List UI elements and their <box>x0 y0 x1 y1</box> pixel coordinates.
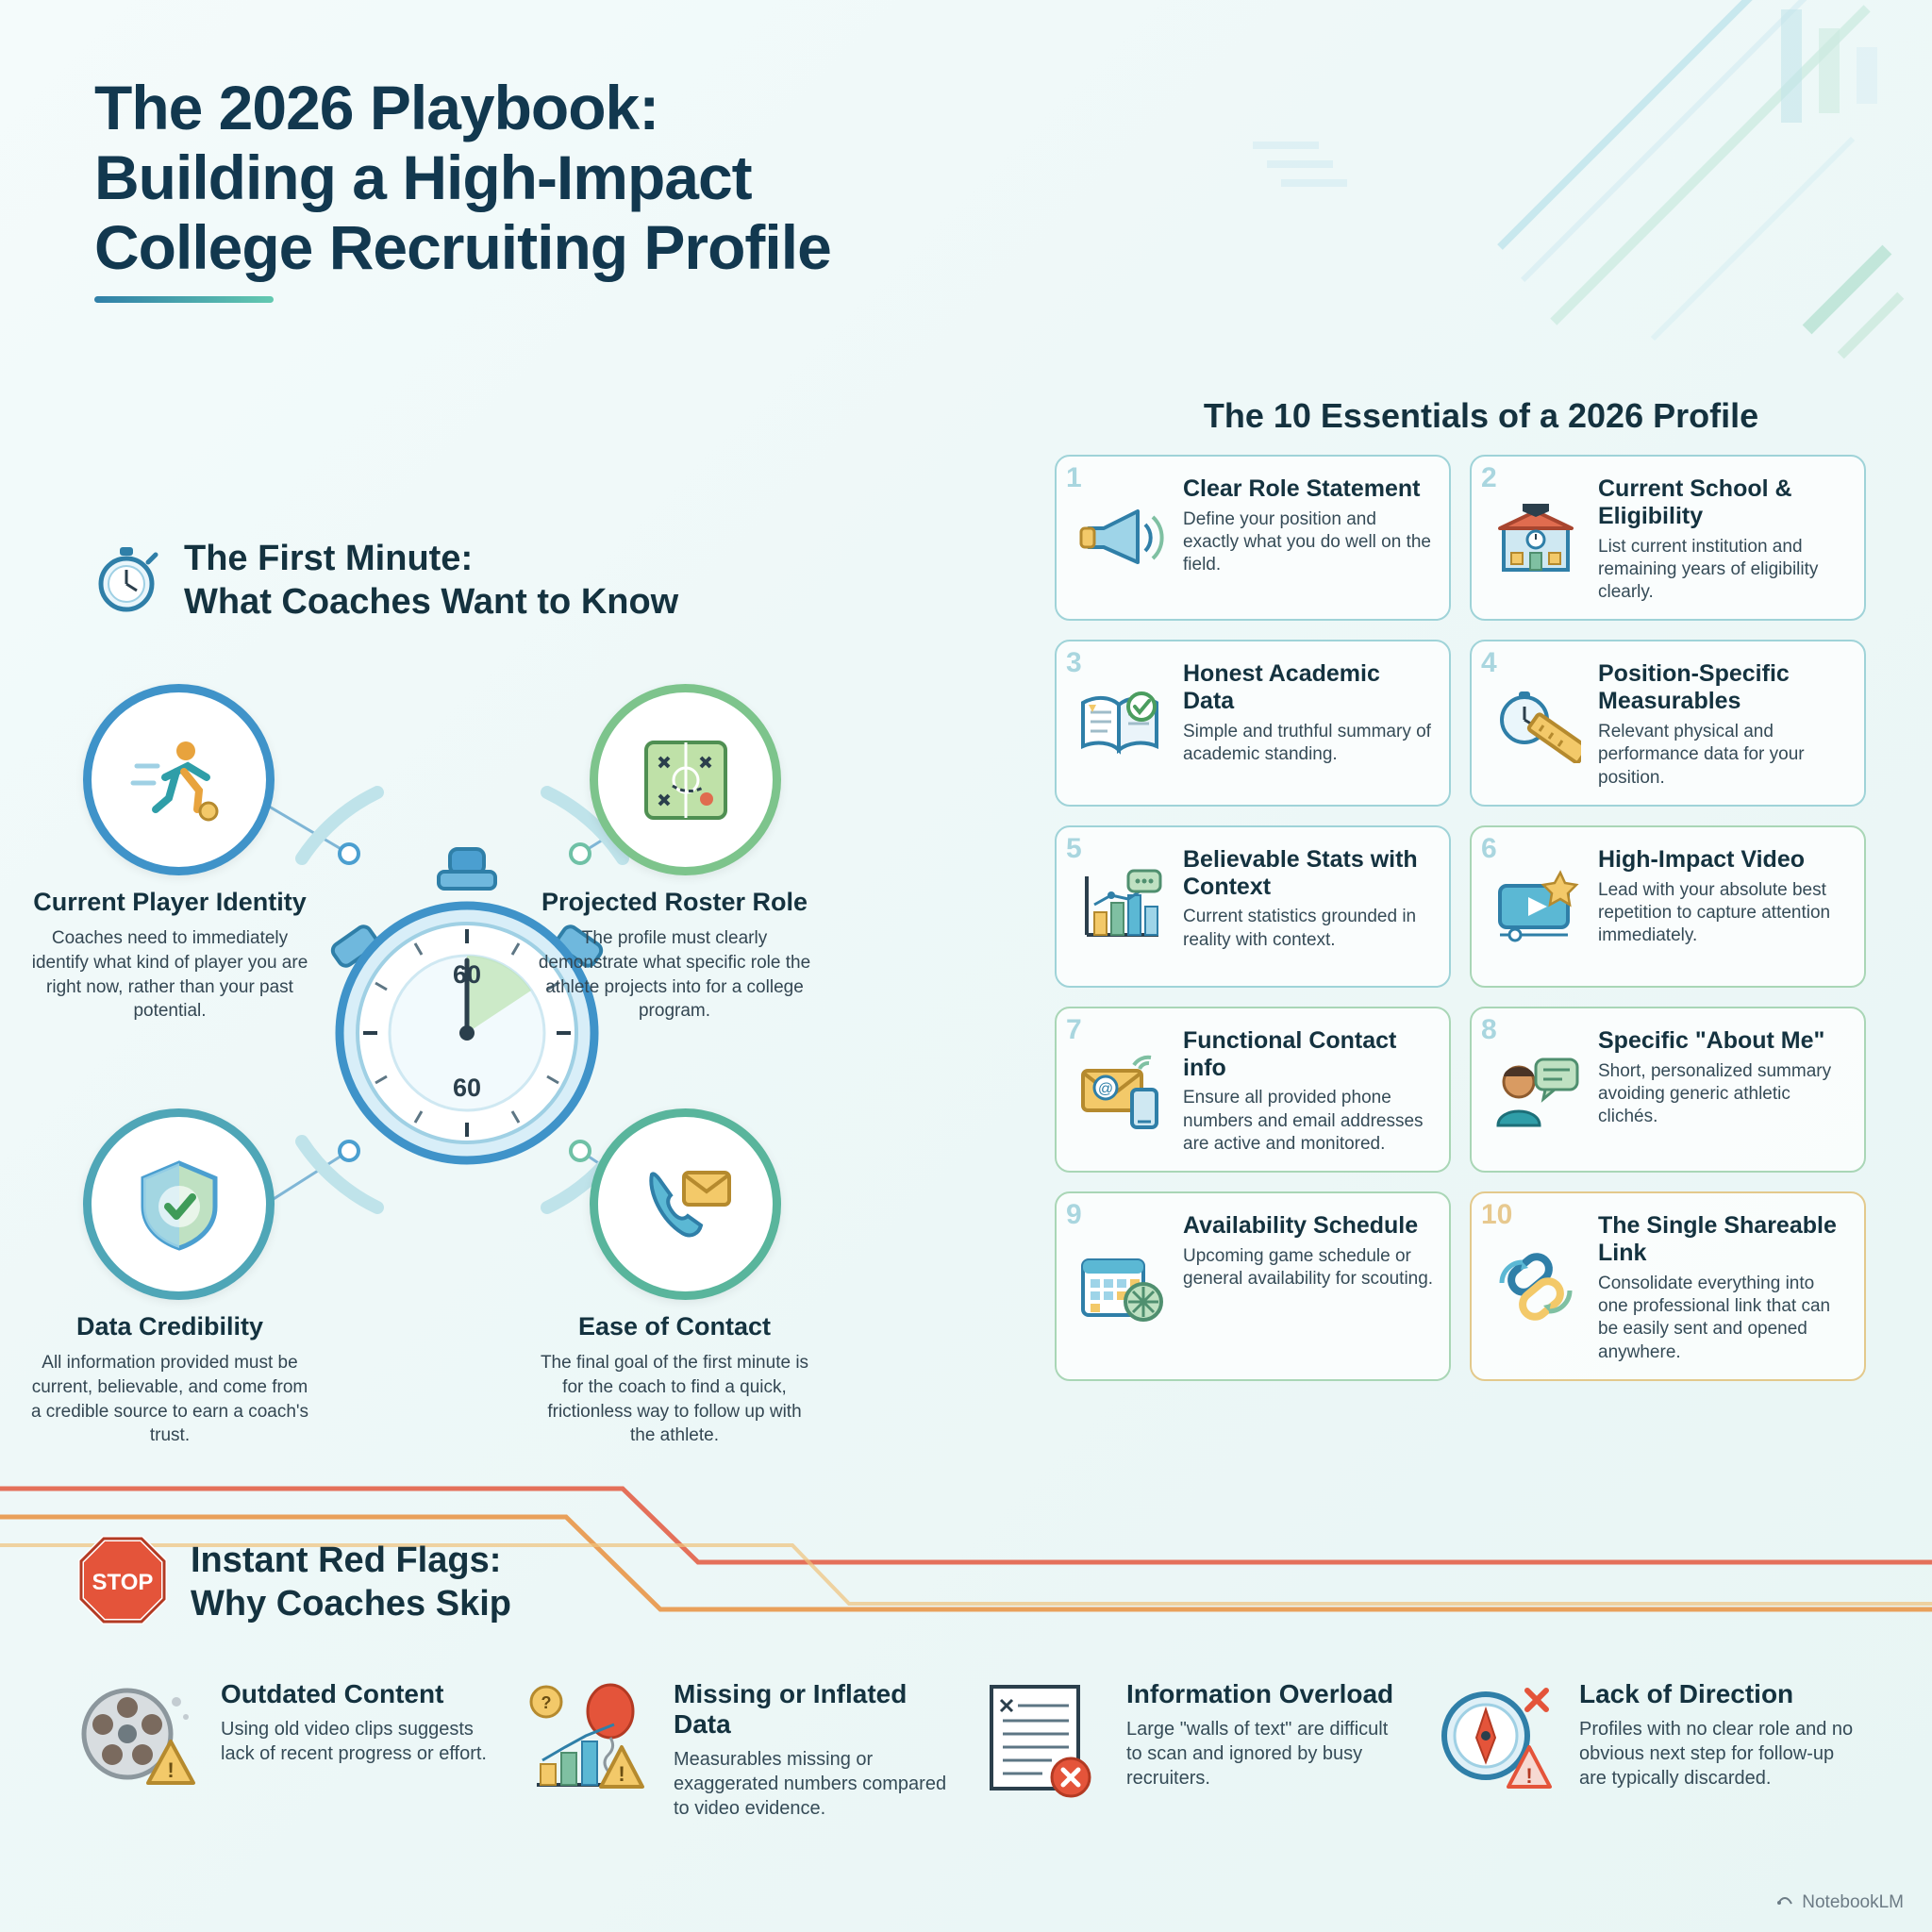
red-flag-outdated-content <box>66 1679 519 1821</box>
card-text: Short, personalized summary avoiding generic athletic clichés. <box>1598 1060 1832 1127</box>
essential-card-1 <box>1055 455 1451 621</box>
card-title: Position-Specific Measurables <box>1598 660 1790 715</box>
document-x-icon <box>972 1679 1113 1821</box>
video-play-star-icon <box>1485 842 1587 971</box>
node-icon-ease-of-contact <box>590 1108 781 1300</box>
stop-sign-icon <box>75 1533 170 1632</box>
node-icon-projected-roster-role <box>590 684 781 875</box>
card-title: Current School & Eligibility <box>1598 475 1792 529</box>
essential-card-6 <box>1470 825 1866 988</box>
card-title: Honest Academic Data <box>1183 660 1380 715</box>
school-icon <box>1485 472 1587 604</box>
megaphone-icon <box>1070 472 1172 604</box>
card-title: Functional Contact info <box>1183 1026 1397 1081</box>
card-title: Availability Schedule <box>1183 1212 1419 1240</box>
card-text: Define your position and exactly what you do well on the field. <box>1183 508 1431 575</box>
page-title <box>94 74 1189 303</box>
red-flag-information-overload <box>972 1679 1424 1821</box>
node-text: The final goal of the first minute is for the coach to find a quick, frictionless way to follow up with the athlete. <box>540 1353 809 1446</box>
notebooklm-logo-icon <box>1775 1890 1794 1915</box>
red-flags-heading-line-1: Instant Red Flags: <box>191 1540 502 1580</box>
svg-text:60: 60 <box>452 960 482 989</box>
essential-card-5 <box>1055 825 1451 988</box>
svg-text:!: ! <box>167 1758 175 1782</box>
red-flag-lack-of-direction <box>1424 1679 1877 1821</box>
svg-text:!: ! <box>1525 1764 1533 1788</box>
card-text: Simple and truthful summary of academic standing. <box>1183 721 1431 765</box>
card-number: 7 <box>1066 1013 1082 1045</box>
email-phone-icon <box>1070 1024 1172 1156</box>
card-number: 8 <box>1481 1013 1497 1045</box>
title-line-1: The 2026 Playbook: <box>94 73 659 142</box>
flag-title: Lack of Direction <box>1579 1679 1794 1708</box>
flag-title: Outdated Content <box>221 1679 444 1708</box>
essential-card-9 <box>1055 1191 1451 1381</box>
red-flags-grid <box>66 1679 1877 1821</box>
card-title: Clear Role Statement <box>1183 475 1421 502</box>
essential-card-10 <box>1470 1191 1866 1381</box>
node-title: Ease of Contact <box>577 1312 772 1341</box>
card-text: Current statistics grounded in reality with context. <box>1183 907 1417 950</box>
flag-title: Information Overload <box>1126 1679 1394 1708</box>
card-text: Ensure all provided phone numbers and email addresses are active and monitored. <box>1183 1088 1424 1154</box>
flag-text: Measurables missing or exaggerated numbers compared to video evidence. <box>674 1749 947 1820</box>
title-underline <box>94 296 274 303</box>
node-icon-current-player-identity <box>83 684 275 875</box>
card-number: 5 <box>1066 832 1082 864</box>
card-title: Specific "About Me" <box>1598 1026 1825 1054</box>
open-book-check-icon <box>1070 657 1172 789</box>
essential-card-2 <box>1470 455 1866 621</box>
svg-text:@: @ <box>1097 1081 1114 1098</box>
first-minute-heading <box>90 538 678 624</box>
bar-chart-icon <box>1070 842 1172 971</box>
card-number: 2 <box>1481 462 1497 493</box>
first-minute-diagram <box>30 660 858 1472</box>
title-line-2: Building a High-Impact <box>94 142 752 212</box>
red-flags-heading-line-2: Why Coaches Skip <box>191 1583 511 1624</box>
card-number: 1 <box>1066 462 1082 493</box>
calendar-whistle-icon <box>1070 1208 1172 1364</box>
balloon-chart-warning-icon <box>519 1679 660 1821</box>
first-minute-heading-line-2: What Coaches Want to Know <box>184 581 679 622</box>
node-title: Current Player Identity <box>33 888 307 916</box>
card-number: 9 <box>1066 1199 1082 1231</box>
card-number: 3 <box>1066 647 1082 679</box>
chain-link-icon <box>1485 1208 1587 1364</box>
card-title: High-Impact Video <box>1598 845 1806 873</box>
essentials-grid <box>1055 455 1866 1381</box>
card-number: 4 <box>1481 647 1497 679</box>
card-title: Believable Stats with Context <box>1183 845 1418 900</box>
compass-warning-icon <box>1424 1679 1566 1821</box>
card-text: List current institution and remaining years of eligibility clearly. <box>1598 536 1819 603</box>
card-title: The Single Shareable Link <box>1598 1212 1837 1267</box>
card-number: 10 <box>1481 1199 1513 1231</box>
card-text: Relevant physical and performance data for your position. <box>1598 721 1805 788</box>
essential-card-3 <box>1055 640 1451 806</box>
card-text: Upcoming game schedule or general availability for scouting. <box>1183 1246 1434 1290</box>
card-text: Lead with your absolute best repetition to capture attention immediately. <box>1598 879 1831 946</box>
node-label-projected-roster-role <box>533 887 816 1024</box>
node-label-ease-of-contact <box>533 1311 816 1448</box>
essential-card-4 <box>1470 640 1866 806</box>
svg-text:?: ? <box>541 1693 552 1712</box>
decorative-corner-graphic <box>1215 0 1932 443</box>
title-line-3: College Recruiting Profile <box>94 211 831 282</box>
flag-text: Using old video clips suggests lack of recent progress or effort. <box>221 1719 487 1765</box>
svg-text:60: 60 <box>452 1074 482 1102</box>
essential-card-8 <box>1470 1007 1866 1173</box>
flag-title: Missing or Inflated Data <box>674 1679 908 1740</box>
stopwatch-ruler-icon <box>1485 657 1587 789</box>
flag-text: Large "walls of text" are difficult to scan and ignored by busy recruiters. <box>1126 1719 1389 1790</box>
red-flag-missing-inflated-data <box>519 1679 972 1821</box>
node-text: The profile must clearly demonstrate what specific role the athlete projects into for a college program. <box>538 928 811 1022</box>
brand-label: NotebookLM <box>1802 1892 1904 1912</box>
node-text: All information provided must be current, believable, and come from a credible source to earn a coach's trust. <box>30 1353 309 1446</box>
stopwatch-icon <box>90 541 163 620</box>
red-flags-heading <box>75 1533 511 1632</box>
node-label-current-player-identity <box>28 887 311 1024</box>
card-text: Consolidate everything into one professional link that can be easily sent and opened anywhere. <box>1598 1273 1831 1362</box>
node-label-data-credibility <box>28 1311 311 1448</box>
node-title: Projected Roster Role <box>541 888 808 916</box>
node-text: Coaches need to immediately identify what kind of player you are right now, rather than your past potential. <box>31 928 308 1022</box>
node-title: Data Credibility <box>75 1312 264 1341</box>
essential-card-7 <box>1055 1007 1451 1173</box>
film-reel-warning-icon <box>66 1679 208 1821</box>
first-minute-heading-line-1: The First Minute: <box>184 539 474 578</box>
essentials-heading: The 10 Essentials of a 2026 Profile <box>1203 396 1759 435</box>
flag-text: Profiles with no clear role and no obvious next step for follow-up are typically discarded. <box>1579 1719 1854 1790</box>
brand-credit <box>1775 1890 1904 1915</box>
svg-text:!: ! <box>618 1762 625 1786</box>
node-icon-data-credibility <box>83 1108 275 1300</box>
person-speech-icon <box>1485 1024 1587 1156</box>
svg-text:STOP: STOP <box>92 1570 154 1595</box>
card-number: 6 <box>1481 832 1497 864</box>
